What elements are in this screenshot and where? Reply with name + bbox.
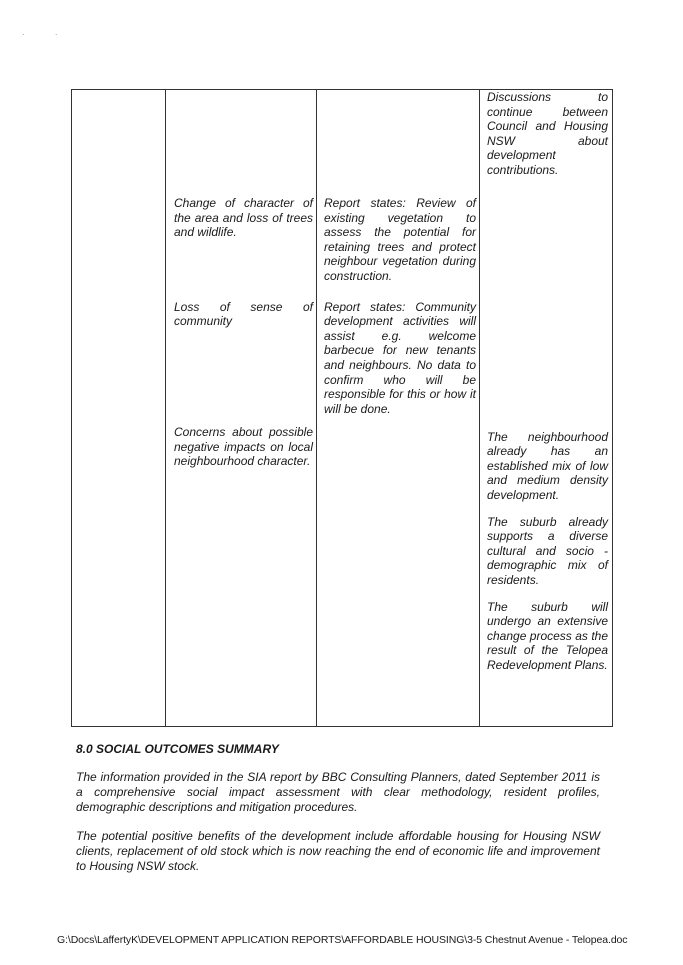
comment-text: Discussions to continue between Council and Housing NSW about development contributions. (487, 90, 608, 177)
report-text: Report states: Review of existing vegetation to assess the potential for retaining trees and protect neighbour vegetation during construction. (324, 196, 476, 283)
comment-cell (480, 90, 613, 727)
comment-text: The suburb will undergo an extensive change process as the result of the Telopea Redevelopment Plans. (487, 599, 608, 672)
impact-text: Change of character of the area and loss of trees and wildlife. (174, 196, 313, 240)
blank-column-cell (72, 90, 166, 727)
impact-cell (166, 90, 317, 727)
report-cell (317, 90, 480, 727)
impact-text: Concerns about possible negative impacts on local neighbourhood character. (174, 424, 313, 469)
impact-table (71, 89, 613, 727)
section-heading: 8.0 SOCIAL OUTCOMES SUMMARY (76, 742, 279, 756)
impact-text: Loss of sense of community (174, 299, 313, 329)
comment-text: The suburb already supports a diverse cultural and socio - demographic mix of residents. (487, 514, 608, 587)
benefits-paragraph: The potential positive benefits of the development include affordable housing for Housing NSW clients, replacement of old stock which is now reaching the end of economic life and improvement to Housing NSW stock. (76, 829, 600, 873)
summary-paragraph: The information provided in the SIA report by BBC Consulting Planners, dated September 2011 is a comprehensive social impact assessment with clear methodology, resident profiles, demographic descriptions and mitigation procedures. (76, 770, 600, 814)
report-text: Report states: Community development activities will assist e.g. welcome barbecue for new tenants and neighbours. No data to confirm who will be responsible for this or how it will be done. (324, 299, 476, 416)
comment-text: The neighbourhood already has an established mix of low and medium density development. (487, 429, 608, 502)
footer-file-path: G:\Docs\LaffertyK\DEVELOPMENT APPLICATION REPORTS\AFFORDABLE HOUSING\3-5 Chestnut Avenue - Telopea.doc (57, 934, 628, 946)
scan-marks: · · (22, 30, 72, 39)
